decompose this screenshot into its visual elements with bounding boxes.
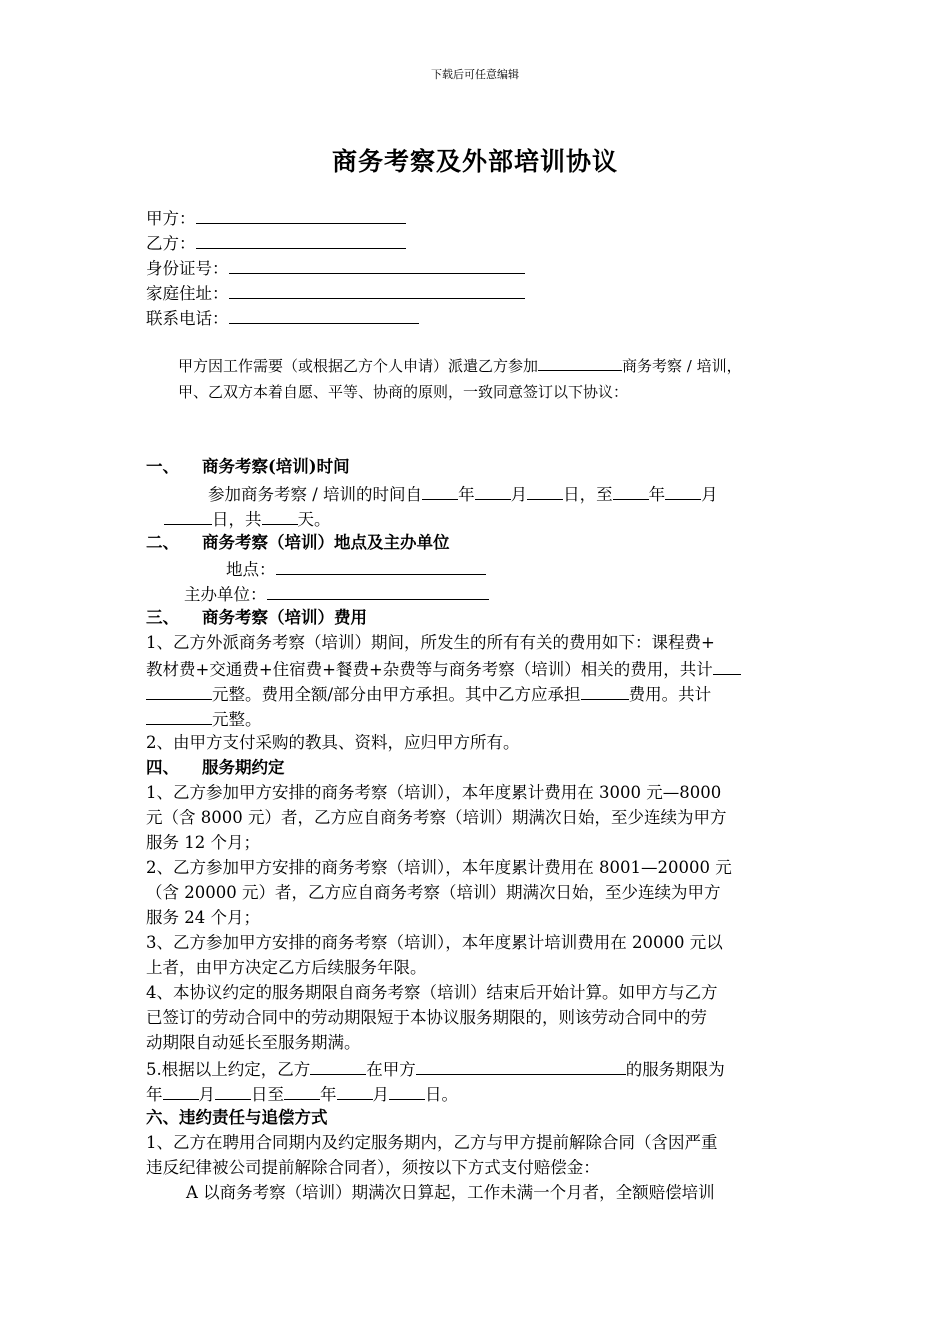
s4-p3-line-1: 3、乙方参加甲方安排的商务考察（培训），本年度累计培训费用在 20000 元以 <box>146 933 723 952</box>
location-label: 地点： <box>226 560 276 579</box>
s3-p1-text-3b: 费用。共计 <box>628 685 712 704</box>
s4-p5-text-b: 在甲方 <box>366 1060 416 1079</box>
intro-line-2: 甲、乙双方本着自愿、平等、协商的原则，一致同意签订以下协议： <box>178 383 629 401</box>
s4-p4-line-3: 动期限自动延长至服务期满。 <box>146 1033 361 1052</box>
section-1-heading <box>146 455 350 479</box>
header-note: 下载后可任意编辑 <box>431 68 519 81</box>
section-3-num: 三、 <box>146 608 179 627</box>
p5-end-month-blank[interactable] <box>337 1081 373 1100</box>
s4-p1-line-1: 1、乙方参加甲方安排的商务考察（培训），本年度累计费用在 3000 元—8000 <box>146 783 722 802</box>
section-2-heading <box>146 531 450 555</box>
total-cost-blank-b[interactable] <box>146 681 212 700</box>
s1-year-2: 年 <box>648 485 666 504</box>
section-1-title: 商务考察(培训)时间 <box>202 457 350 476</box>
section-6-heading: 六、违约责任与追偿方式 <box>146 1108 328 1127</box>
s3-p1-line-4 <box>146 706 262 732</box>
s4-p2-line-3: 服务 24 个月； <box>146 908 260 927</box>
party-a-label: 甲方： <box>146 209 196 228</box>
organizer-label: 主办单位： <box>184 585 267 604</box>
p5-end-day-blank[interactable] <box>389 1081 425 1100</box>
s3-p2: 2、由甲方支付采购的教具、资料，应归甲方所有。 <box>146 733 520 752</box>
s3-p1-text-3a: 元整。费用全额/部分由甲方承担。其中乙方应承担 <box>212 685 581 704</box>
s1-month-2: 月 <box>701 485 718 504</box>
start-day-blank[interactable] <box>527 481 563 500</box>
home-address-blank[interactable] <box>229 280 525 299</box>
end-month-blank[interactable] <box>665 481 701 500</box>
section-3-title: 商务考察（培训）费用 <box>202 608 367 627</box>
s4-p1-line-2: 元（含 8000 元）者，乙方应自商务考察（培训）期满次日始，至少连续为甲方 <box>146 808 727 827</box>
home-address-label: 家庭住址： <box>146 284 229 303</box>
section-4-num: 四、 <box>146 758 179 777</box>
s4-p3-line-2: 上者，由甲方决定乙方后续服务年限。 <box>146 958 427 977</box>
start-year-blank[interactable] <box>422 481 458 500</box>
s1-year-1: 年 <box>458 485 475 504</box>
s1-line-2 <box>164 506 331 532</box>
home-address-line <box>146 280 525 306</box>
location-line <box>226 556 486 582</box>
location-blank[interactable] <box>276 556 486 575</box>
p5-end-year-blank[interactable] <box>284 1081 320 1100</box>
p5-day-end: 日。 <box>425 1085 458 1104</box>
party-b-cost-blank[interactable] <box>581 681 629 700</box>
s1-line-1 <box>208 481 718 507</box>
organizer-line <box>184 581 489 607</box>
s1-text: 参加商务考察 / 培训的时间自 <box>208 485 423 504</box>
p5-month-1: 月 <box>198 1085 215 1104</box>
s3-p1-text-2: 教材费+交通费+住宿费+餐费+杂费等与商务考察（培训）相关的费用，共计 <box>146 660 713 679</box>
s1-day-to: 日，至 <box>563 485 613 504</box>
total-cost-blank-a[interactable] <box>713 656 741 675</box>
s6-p1-line-1: 1、乙方在聘用合同期内及约定服务期内，乙方与甲方提前解除合同（含因严重 <box>146 1133 718 1152</box>
s3-p1-line-3 <box>146 681 711 707</box>
p5-party-a-blank[interactable] <box>416 1056 626 1075</box>
s4-p2-line-2: （含 20000 元）者，乙方应自商务考察（培训）期满次日始，至少连续为甲方 <box>146 883 721 902</box>
section-4-title: 服务期约定 <box>202 758 285 777</box>
s1-day-total: 日，共 <box>212 510 262 529</box>
party-a-blank[interactable] <box>196 205 406 224</box>
id-number-blank[interactable] <box>229 255 525 274</box>
s4-p2-line-1: 2、乙方参加甲方安排的商务考察（培训），本年度累计费用在 8001—20000 元 <box>146 858 732 877</box>
s4-p5-line-1 <box>146 1056 725 1082</box>
p5-party-b-blank[interactable] <box>310 1056 366 1075</box>
section-1-num: 一、 <box>146 457 179 476</box>
document-title: 商务考察及外部培训协议 <box>331 147 618 176</box>
p5-day-to: 日至 <box>251 1085 284 1104</box>
program-blank[interactable] <box>538 355 622 371</box>
s3-p1-line-1: 1、乙方外派商务考察（培训）期间，所发生的所有有关的费用如下：课程费+ <box>146 633 715 652</box>
id-number-label: 身份证号： <box>146 259 229 278</box>
p5-year-1: 年 <box>146 1085 163 1104</box>
section-2-title: 商务考察（培训）地点及主办单位 <box>202 533 450 552</box>
p5-start-month-blank[interactable] <box>163 1081 199 1100</box>
party-b-blank[interactable] <box>196 230 406 249</box>
phone-label: 联系电话： <box>146 309 229 328</box>
s3-p1-text-4: 元整。 <box>212 710 262 729</box>
s4-p5-line-2 <box>146 1081 458 1107</box>
p5-year-2: 年 <box>320 1085 337 1104</box>
s3-p1-line-2 <box>146 656 741 682</box>
total-days-blank[interactable] <box>262 506 298 525</box>
intro-line-1 <box>178 354 742 378</box>
start-month-blank[interactable] <box>475 481 511 500</box>
s6-pa-line-1: A 以商务考察（培训）期满次日算起，工作未满一个月者，全额赔偿培训 <box>186 1183 715 1202</box>
s4-p4-line-1: 4、本协议约定的服务期限自商务考察（培训）结束后开始计算。如甲方与乙方 <box>146 983 718 1002</box>
phone-blank[interactable] <box>229 305 419 324</box>
s6-p1-line-2: 违反纪律被公司提前解除合同者），须按以下方式支付赔偿金： <box>146 1158 600 1177</box>
s4-p5-text-c: 的服务期限为 <box>625 1060 725 1079</box>
p5-month-2: 月 <box>372 1085 389 1104</box>
end-day-blank[interactable] <box>164 506 212 525</box>
section-3-heading <box>146 606 367 630</box>
s1-days-end: 天。 <box>297 510 331 529</box>
p5-start-day-blank[interactable] <box>215 1081 251 1100</box>
organizer-blank[interactable] <box>267 581 489 600</box>
party-a-line <box>146 205 406 231</box>
party-b-total-blank[interactable] <box>146 706 212 725</box>
s4-p4-line-2: 已签订的劳动合同中的劳动期限短于本协议服务期限的，则该劳动合同中的劳 <box>146 1008 707 1027</box>
section-4-heading <box>146 756 285 780</box>
s1-month-1: 月 <box>510 485 528 504</box>
party-b-line <box>146 230 406 256</box>
s4-p5-text-a: 5.根据以上约定，乙方 <box>146 1060 311 1079</box>
end-year-blank[interactable] <box>613 481 649 500</box>
party-b-label: 乙方： <box>146 234 196 253</box>
id-number-line <box>146 255 525 281</box>
s4-p1-line-3: 服务 12 个月； <box>146 833 260 852</box>
intro-text-1b: 商务考察 / 培训， <box>622 357 742 375</box>
section-2-num: 二、 <box>146 533 179 552</box>
intro-text-1a: 甲方因工作需要（或根据乙方个人申请）派遣乙方参加 <box>178 357 539 375</box>
phone-line <box>146 305 419 331</box>
